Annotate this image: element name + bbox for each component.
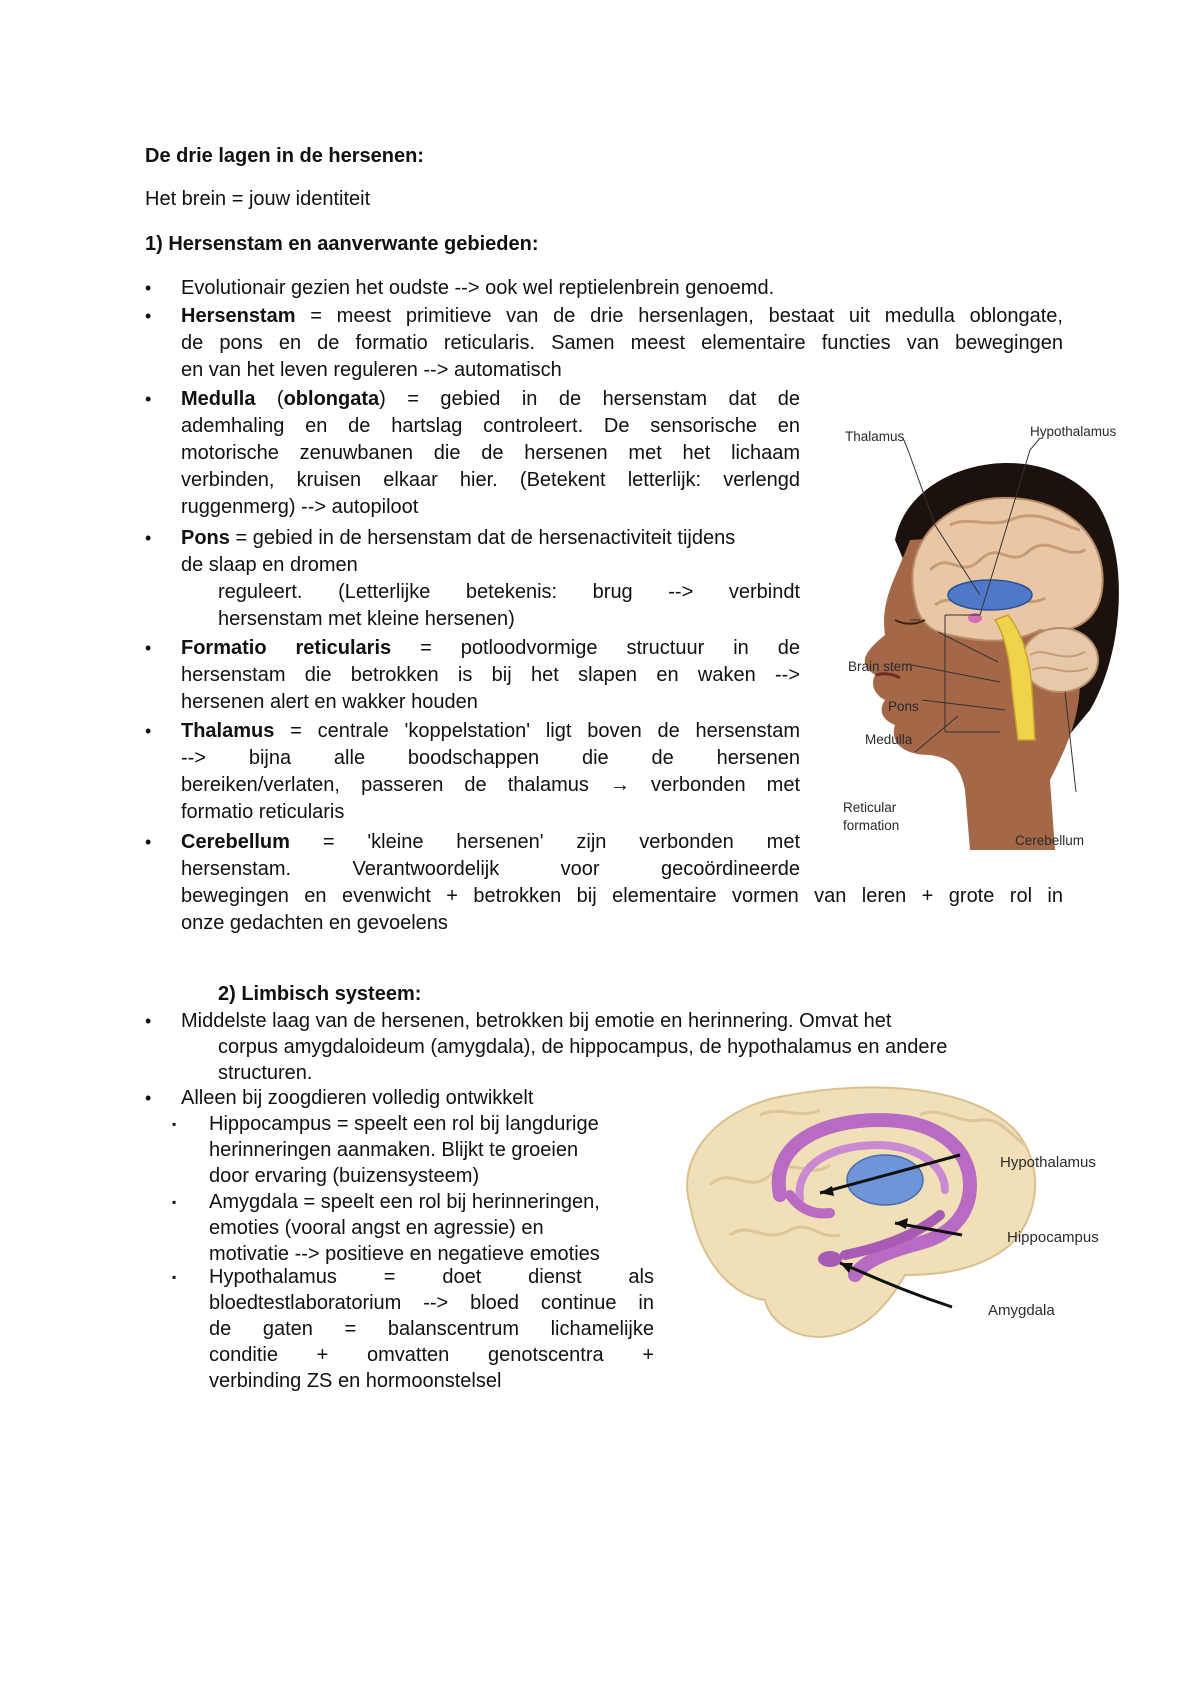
brain-stem-figure	[840, 420, 1130, 860]
s2-sub-3: Hypothalamus = doet dienst als bloedtestlaboratorium --> bloed continue in de gaten = balanscentrum lichamelijke conditie + omvatten genotscentra + verbinding ZS en hormoonstelsel	[209, 1266, 654, 1392]
s1-bullet-4: Pons = gebied in de hersenstam dat de hersenactiviteit tijdens de slaap en dromen	[181, 527, 736, 576]
label-medulla: Medulla	[865, 732, 913, 747]
bullet-icon: •	[145, 1088, 152, 1108]
cerebellum-shape	[1022, 628, 1098, 692]
s2-bullet-1-line3: structuren.	[218, 1062, 313, 1084]
label-cerebellum: Cerebellum	[1015, 833, 1085, 848]
label-reticular-2: formation	[843, 818, 900, 833]
s1-bullet-7b: bewegingen en evenwicht + betrokken bij elementaire vormen van leren + grote rol in onze gedachten en gevoelens	[181, 885, 1063, 934]
bullet-icon: •	[145, 278, 152, 298]
s2-bullet-1-line2: corpus amygdaloideum (amygdala), de hippocampus, de hypothalamus en andere	[218, 1036, 948, 1058]
label-pons: Pons	[888, 699, 919, 714]
bullet-icon: •	[145, 721, 152, 741]
bullet-icon: •	[145, 1011, 152, 1031]
amygdala-shape	[818, 1251, 842, 1267]
s1-bullet-3: Medulla (oblongata) = gebied in de hersenstam dat de ademhaling en de hartslag controleert. De sensorische en motorische zenuwbanen die de hersenen met het lichaam verbinden, kruisen elkaar hier. (Betekent letterlijk: verlengd ruggenmerg) --> autopiloot	[181, 388, 800, 518]
thalamus-shape	[948, 580, 1032, 610]
bullet-icon: •	[145, 832, 152, 852]
thalamus-shape	[847, 1155, 923, 1205]
label-hypothalamus: Hypothalamus	[1030, 424, 1117, 439]
bullet-icon: •	[145, 389, 152, 409]
label-hippocampus: Hippocampus	[1007, 1229, 1099, 1246]
s2-bullet-2: Alleen bij zoogdieren volledig ontwikkelt	[181, 1087, 534, 1109]
square-bullet-icon: ▪	[172, 1117, 177, 1131]
s1-bullet-7a: Cerebellum = 'kleine hersenen' zijn verbonden met hersenstam. Verantwoordelijk voor gecoördineerde	[181, 831, 800, 880]
label-reticular-1: Reticular	[843, 800, 897, 815]
label-amygdala: Amygdala	[988, 1302, 1055, 1319]
label-brain-stem: Brain stem	[848, 659, 913, 674]
s1-bullet-2: Hersenstam = meest primitieve van de drie hersenlagen, bestaat uit medulla oblongate, de pons en de formatio reticularis. Samen meest elementaire functies van bewegingen en van het leven reguleren --> automatisch	[181, 305, 1063, 381]
limbic-system-figure	[670, 1075, 1120, 1345]
section-1-heading: 1) Hersenstam en aanverwante gebieden:	[145, 233, 539, 255]
section-2-heading: 2) Limbisch systeem:	[218, 983, 422, 1005]
bullet-icon: •	[145, 638, 152, 658]
document-title: De drie lagen in de hersenen:	[145, 145, 424, 167]
s2-sub-2: Amygdala = speelt een rol bij herinneringen, emoties (vooral angst en agressie) en motivatie --> positieve en negatieve emoties	[209, 1191, 600, 1265]
document-subtitle: Het brein = jouw identiteit	[145, 188, 371, 210]
bullet-icon: •	[145, 528, 152, 548]
label-hypothalamus: Hypothalamus	[1000, 1154, 1096, 1171]
s1-bullet-1: Evolutionair gezien het oudste --> ook wel reptielenbrein genoemd.	[181, 277, 775, 299]
label-thalamus: Thalamus	[845, 429, 905, 444]
s1-bullet-6: Thalamus = centrale 'koppelstation' ligt boven de hersenstam --> bijna alle boodschappen die de hersenen bereiken/verlaten, passeren de thalamus → verbonden met formatio reticularis	[181, 720, 801, 823]
square-bullet-icon: ▪	[172, 1195, 177, 1209]
s2-sub-1: Hippocampus = speelt een rol bij langdurige herinneringen aanmaken. Blijkt te groeien door ervaring (buizensysteem)	[209, 1113, 599, 1187]
square-bullet-icon: ▪	[172, 1270, 177, 1284]
s1-bullet-5: Formatio reticularis = potloodvormige structuur in de hersenstam die betrokken is bij het slapen en waken --> hersenen alert en wakker houden	[181, 637, 800, 713]
s1-bullet-4-cont: reguleert. (Letterlijke betekenis: brug --> verbindt hersenstam met kleine hersenen)	[218, 581, 800, 630]
s2-bullet-1-line1: Middelste laag van de hersenen, betrokken bij emotie en herinnering. Omvat het	[181, 1010, 892, 1032]
bullet-icon: •	[145, 306, 152, 326]
